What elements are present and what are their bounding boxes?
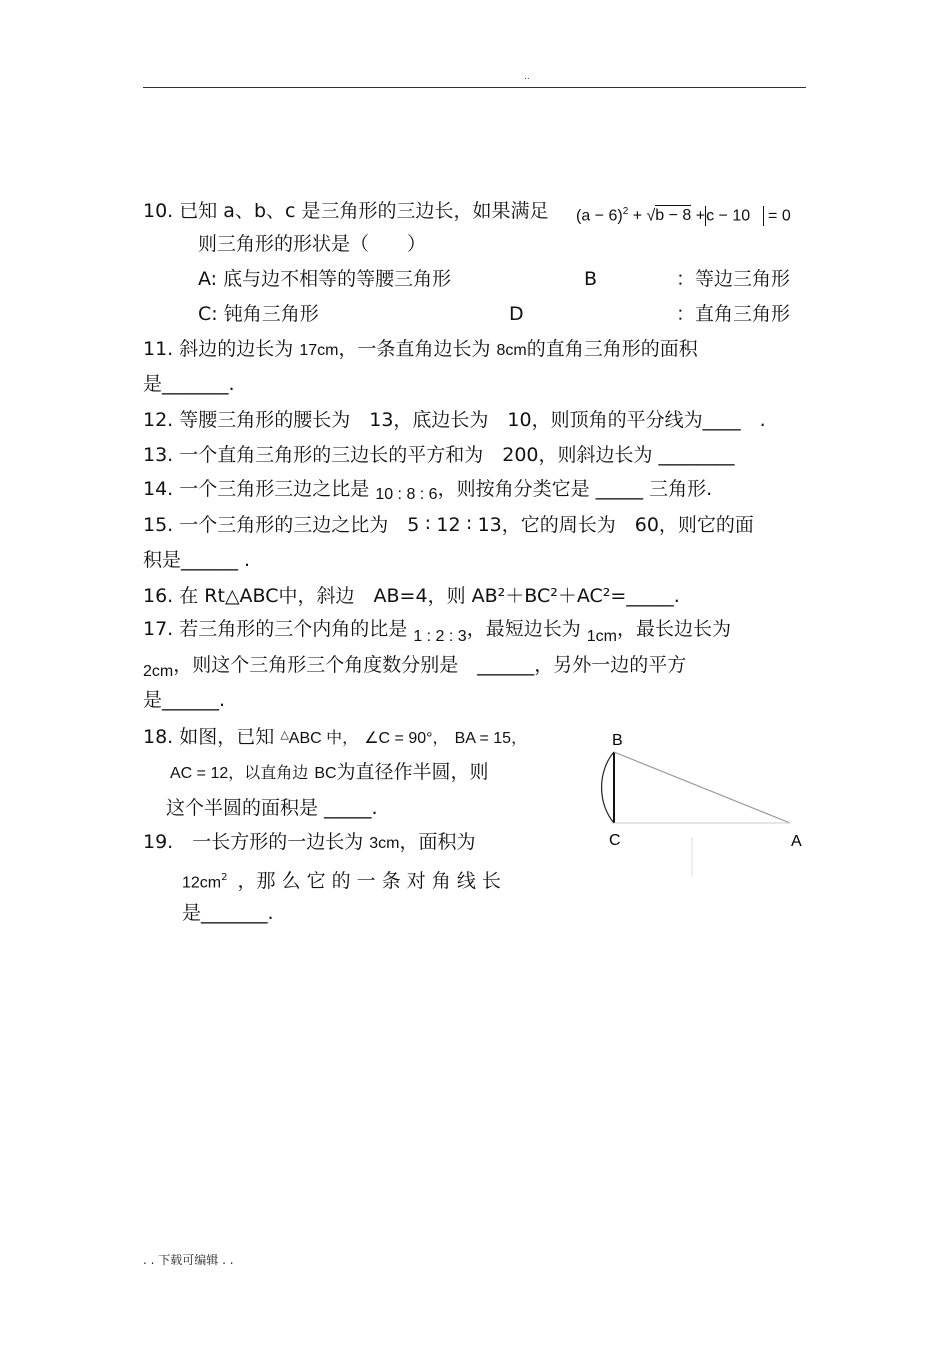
q10-option-b-letter: B [584,268,598,290]
q11-b: ，一条直角边长为 [338,338,491,360]
q19-b: ，面积为 [399,831,476,853]
abs-bar-right [763,206,764,226]
q17-ratio: 1 : 2 : 3 [413,628,467,645]
q17-line1 [143,617,731,643]
q14-ratio: 10 : 8 : 6 [375,486,438,503]
q14-a: 14. 一个三角形三边之比是 [143,478,370,500]
semicircle [602,752,614,823]
q18-angle: ∠C = 90°， [364,730,449,747]
q10-option-d-letter: D [509,303,524,325]
side-ba [614,752,790,823]
q11-line1 [143,337,698,363]
label-b: B [612,732,623,749]
q10-eq-plus1: + [632,207,643,225]
q10-line1: 10. 已知 a、b、c 是三角形的三边长，如果满足 [143,200,549,222]
q17-line3: 是______. [143,689,226,711]
q18-line2a: AC = 12，以直角边 [170,765,309,782]
q17-longest: 2cm [143,663,174,680]
q19-line3: 是_______. [182,902,274,924]
q10-eq-zero: = 0 [768,207,791,225]
q11-c: 的直角三角形的面积 [526,338,698,360]
q19-a: 19. 一长方形的一边长为 [143,831,364,853]
q17-line2 [143,653,686,679]
q19-sup: 2 [221,872,228,883]
q10-line2: 则三角形的形状是（ ） [198,233,427,255]
q14-b: ，则按角分类它是 _____ 三角形. [437,478,713,500]
q18-bc: BC [314,765,337,782]
triangle-icon: △ [280,728,289,741]
q17-shortest: 1cm [586,628,617,645]
q19-side: 3cm [369,835,400,852]
q17-d: ，则这个三角形三个角度数分别是 ______，另外一边的平方 [173,654,687,676]
q17-b: ，最短边长为 [466,618,581,640]
q10-eq-plus2: + [695,207,706,225]
q18-line3: 这个半圆的面积是 _____. [166,797,378,819]
q17-a: 17. 若三角形的三个内角的比是 [143,618,408,640]
q12-text: 12. 等腰三角形的腰长为 13，底边长为 10，则顶角的平分线为____ . [143,409,766,431]
q10-eq-a: (a − 6) [576,207,623,225]
q11-a: 11. 斜边的边长为 [143,338,294,360]
header-dots: .. [524,72,530,82]
q18-a: 18. 如图，已知 [143,726,275,748]
q18-tri: ABC 中， [288,730,359,747]
q18-figure [572,725,812,885]
q19-c: ，那 么 它 的 一 条 对 角 线 长 [237,870,501,893]
q11-hypotenuse: 17cm [299,342,339,359]
q18-line1 [143,725,527,752]
q19-line1 [143,830,476,856]
label-a: A [791,833,802,850]
label-c: C [609,832,621,849]
q11-leg: 8cm [496,342,527,359]
q10-eq-sup: 2 [622,206,629,217]
header-rule [143,87,806,88]
q16-text: 16. 在 Rt△ABC中，斜边 AB=4，则 AB²＋BC²＋AC²=_____. [143,585,680,607]
q14-line [143,477,712,503]
q15-line2: 积是______ . [143,549,251,571]
q17-c: ，最长边长为 [616,618,731,640]
q15-line1: 15. 一个三角形的三边之比为 5 ∶ 12 ∶ 13，它的周长为 60，则它的面 [143,514,754,536]
q18-ba: BA = 15， [454,730,528,747]
q10-option-c: C: 钝角三角形 [198,303,319,325]
q10-eq-c: c − 10 [706,207,751,225]
q19-line2 [182,866,501,895]
q10-equation [576,200,791,228]
q10-option-b-text: ：等边三角形 [676,268,791,290]
q10-option-a: A: 底与边不相等的等腰三角形 [198,268,452,290]
q11-line2: 是_______. [143,373,235,395]
q10-eq-root: √ [646,207,656,225]
q18-line2 [170,760,489,786]
q10-eq-b: b − 8 [655,207,692,225]
q19-area: 12cm [182,874,222,892]
q18-line2b: 为直径作半圆，则 [336,761,489,783]
q13-text: 13. 一个直角三角形的三边长的平方和为 200，则斜边长为 ________ [143,444,735,466]
q10-option-d-text: ：直角三角形 [676,303,791,325]
footer-text: . . 下载可编辑 . . [143,1253,234,1267]
